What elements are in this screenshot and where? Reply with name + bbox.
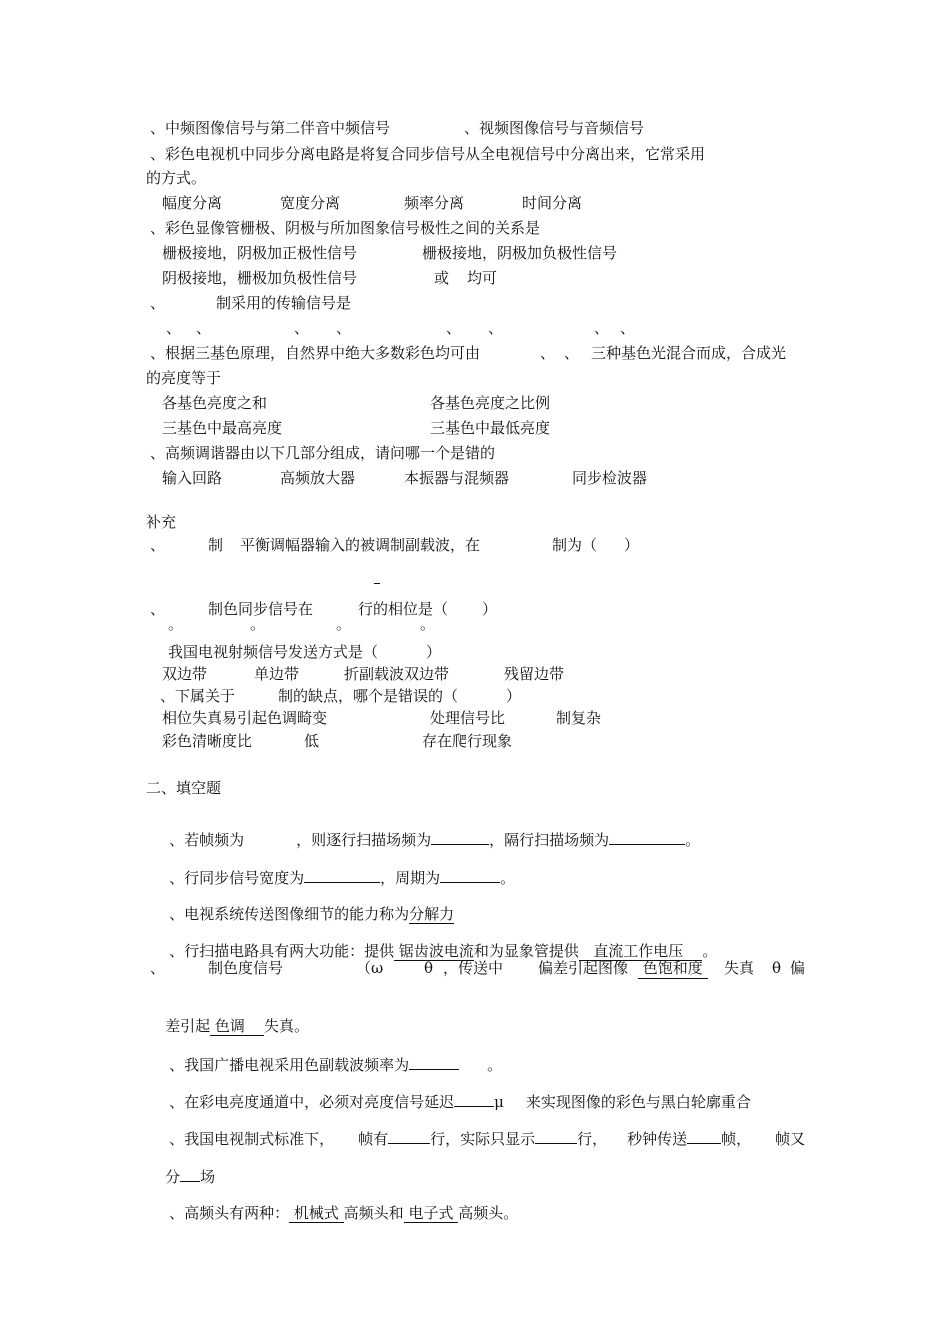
option-2: 栅极接地，阴极加负极性信号 bbox=[422, 244, 618, 262]
q2-part: 制色同步信号在 bbox=[208, 600, 314, 618]
answer-blank[interactable] bbox=[440, 867, 500, 883]
answer-blank[interactable] bbox=[535, 1128, 577, 1144]
fill-q8-cont: 分 场 bbox=[165, 1168, 216, 1186]
q-a-option-3: 、中频图像信号与第二伴音中频信号 bbox=[150, 119, 391, 137]
q3-stem: 我国电视射频信号发送方式是（ bbox=[168, 643, 379, 661]
option-mark: 、 bbox=[196, 319, 212, 337]
fill-q4: 、行扫描电路具有两大功能：提供 锯齿波电流和为显象管提供 直流工作电压 。 bbox=[169, 942, 718, 960]
option-3: 本振器与混频器 bbox=[404, 469, 510, 487]
q4-part: 制的缺点，哪个是错误的（ bbox=[278, 687, 459, 705]
fill-q2: 、行同步信号宽度为 ，周期为 。 bbox=[169, 869, 516, 887]
option-4: 时间分离 bbox=[522, 194, 583, 212]
question-stem-num: 、 bbox=[150, 294, 166, 312]
fill-q8: 、我国电视制式标准下， 帧有 行，实际只显示 行， 秒钟传送 帧， 帧又 bbox=[169, 1130, 806, 1148]
degree-mark: 。 bbox=[336, 615, 352, 633]
option-mark: 、 bbox=[488, 319, 504, 337]
option-2: 宽度分离 bbox=[280, 194, 341, 212]
option-1: 各基色亮度之和 bbox=[162, 394, 268, 412]
question-stem: 、彩色显像管栅极、阴极与所加图象信号极性之间的关系是 bbox=[150, 219, 541, 237]
answer-text: 机械式 bbox=[289, 1204, 344, 1223]
fill-q7: 、在彩电亮度通道中，必须对亮度信号延迟 μ 来实现图像的彩色与黑白轮廓重合 bbox=[169, 1093, 751, 1111]
option-3: 三基色中最高亮度 bbox=[162, 419, 283, 437]
option-2: 各基色亮度之比例 bbox=[430, 394, 551, 412]
answer-blank[interactable] bbox=[687, 1128, 721, 1144]
fill-q5-part: ，传送中 bbox=[443, 959, 504, 977]
answer-text: 色调 bbox=[210, 1017, 264, 1036]
option-3: 频率分离 bbox=[404, 194, 465, 212]
section-heading: 补充 bbox=[146, 513, 177, 531]
q3-option-1: 双边带 bbox=[162, 665, 208, 683]
q1-part: 、 bbox=[150, 536, 166, 554]
answer-blank[interactable] bbox=[409, 1054, 459, 1070]
small-dash bbox=[374, 583, 380, 584]
answer-text: 直流工作电压 bbox=[579, 942, 702, 961]
q-a-option-4: 、视频图像信号与音频信号 bbox=[464, 119, 645, 137]
answer-blank[interactable] bbox=[609, 829, 685, 845]
fill-q5-cont: 差引起 色调 失真。 bbox=[165, 1017, 309, 1035]
fill-q5-part: θ bbox=[772, 959, 782, 977]
option-2: 高频放大器 bbox=[280, 469, 356, 487]
answer-blank[interactable] bbox=[388, 1128, 430, 1144]
answer-text: 分解力 bbox=[409, 905, 455, 923]
option-mark: 、 bbox=[620, 319, 636, 337]
option-1: 输入回路 bbox=[162, 469, 223, 487]
question-stem-cont: 三种基色光混合而成，合成光 bbox=[591, 344, 787, 362]
q2-part: 、 bbox=[150, 600, 166, 618]
option-4: 同步检波器 bbox=[572, 469, 648, 487]
fill-q5-part: 偏 bbox=[790, 959, 806, 977]
question-stem: 制采用的传输信号是 bbox=[216, 294, 352, 312]
degree-mark: 。 bbox=[168, 615, 184, 633]
question-stem-cont: 的亮度等于 bbox=[146, 369, 222, 387]
fill-q3: 、电视系统传送图像细节的能力称为分解力 bbox=[169, 905, 455, 923]
q4-option-2b: 制复杂 bbox=[556, 709, 602, 727]
option-mark: 、 bbox=[166, 319, 182, 337]
question-stem-cont: 的方式。 bbox=[146, 169, 207, 187]
option-mark: 、 bbox=[446, 319, 462, 337]
separator: 、 bbox=[564, 344, 580, 362]
question-stem: 、彩色电视机中同步分离电路是将复合同步信号从全电视信号中分离出来，它常采用 bbox=[150, 145, 706, 163]
q1-part: 平衡调幅器输入的被调制副载波，在 bbox=[240, 536, 481, 554]
q3-close: ） bbox=[426, 643, 442, 661]
q4-option-1: 相位失真易引起色调畸变 bbox=[162, 709, 328, 727]
answer-blank[interactable] bbox=[180, 1166, 200, 1182]
option-mark: 、 bbox=[594, 319, 610, 337]
fill-q5-num: 、 bbox=[150, 959, 166, 977]
answer-text: 电子式 bbox=[404, 1204, 459, 1223]
q4-part: ） bbox=[506, 687, 522, 705]
answer-blank[interactable] bbox=[431, 829, 489, 845]
answer-text: 锯齿波电流 bbox=[394, 942, 474, 961]
option-3: 阴极接地，栅极加负极性信号 bbox=[162, 269, 358, 287]
q2-part: ） bbox=[482, 600, 498, 618]
degree-mark: 。 bbox=[250, 615, 266, 633]
fill-q1: 、若帧频为 ，则逐行扫描场频为 ，隔行扫描场频为 。 bbox=[169, 831, 701, 849]
section-heading: 二、填空题 bbox=[146, 779, 222, 797]
q3-option-4: 残留边带 bbox=[504, 665, 565, 683]
q4-option-4: 存在爬行现象 bbox=[422, 732, 513, 750]
fill-q5-part: 制色度信号 bbox=[208, 959, 284, 977]
fill-q5-part: 失真 bbox=[724, 959, 755, 977]
option-4-or: 或 bbox=[434, 269, 450, 287]
q1-part: ） bbox=[624, 536, 640, 554]
q4-part: 、下属关于 bbox=[160, 687, 236, 705]
q2-part: 行的相位是（ bbox=[358, 600, 449, 618]
q4-option-3: 彩色清晰度比 bbox=[162, 732, 253, 750]
answer-blank[interactable] bbox=[304, 867, 380, 883]
answer-blank[interactable] bbox=[454, 1091, 494, 1107]
q3-option-2: 单边带 bbox=[254, 665, 300, 683]
option-mark: 、 bbox=[336, 319, 352, 337]
fill-q5-part: θ bbox=[424, 959, 434, 977]
answer-text: 色饱和度 bbox=[638, 958, 708, 979]
q1-part: 制为（ bbox=[552, 536, 598, 554]
q3-option-3: 折副载波双边带 bbox=[344, 665, 450, 683]
fill-q5-part: （ω bbox=[356, 959, 384, 977]
option-4: 三基色中最低亮度 bbox=[430, 419, 551, 437]
separator: 、 bbox=[540, 344, 556, 362]
q4-option-2: 处理信号比 bbox=[430, 709, 506, 727]
option-1: 幅度分离 bbox=[162, 194, 223, 212]
option-mark: 、 bbox=[294, 319, 310, 337]
q4-option-3b: 低 bbox=[304, 732, 320, 750]
option-1: 栅极接地，阴极加正极性信号 bbox=[162, 244, 358, 262]
fill-q5-part: 偏差引起图像 bbox=[538, 959, 629, 977]
q1-part: 制 bbox=[208, 536, 224, 554]
fill-q9: 、高频头有两种： 机械式 高频头和 电子式 高频头。 bbox=[169, 1204, 519, 1222]
question-stem: 、高频调谐器由以下几部分组成，请问哪一个是错的 bbox=[150, 444, 496, 462]
option-4-all: 均可 bbox=[467, 269, 498, 287]
question-stem: 、根据三基色原理，自然界中绝大多数彩色均可由 bbox=[150, 344, 481, 362]
fill-q6: 、我国广播电视采用色副载波频率为 。 bbox=[169, 1056, 503, 1074]
degree-mark: 。 bbox=[420, 615, 436, 633]
